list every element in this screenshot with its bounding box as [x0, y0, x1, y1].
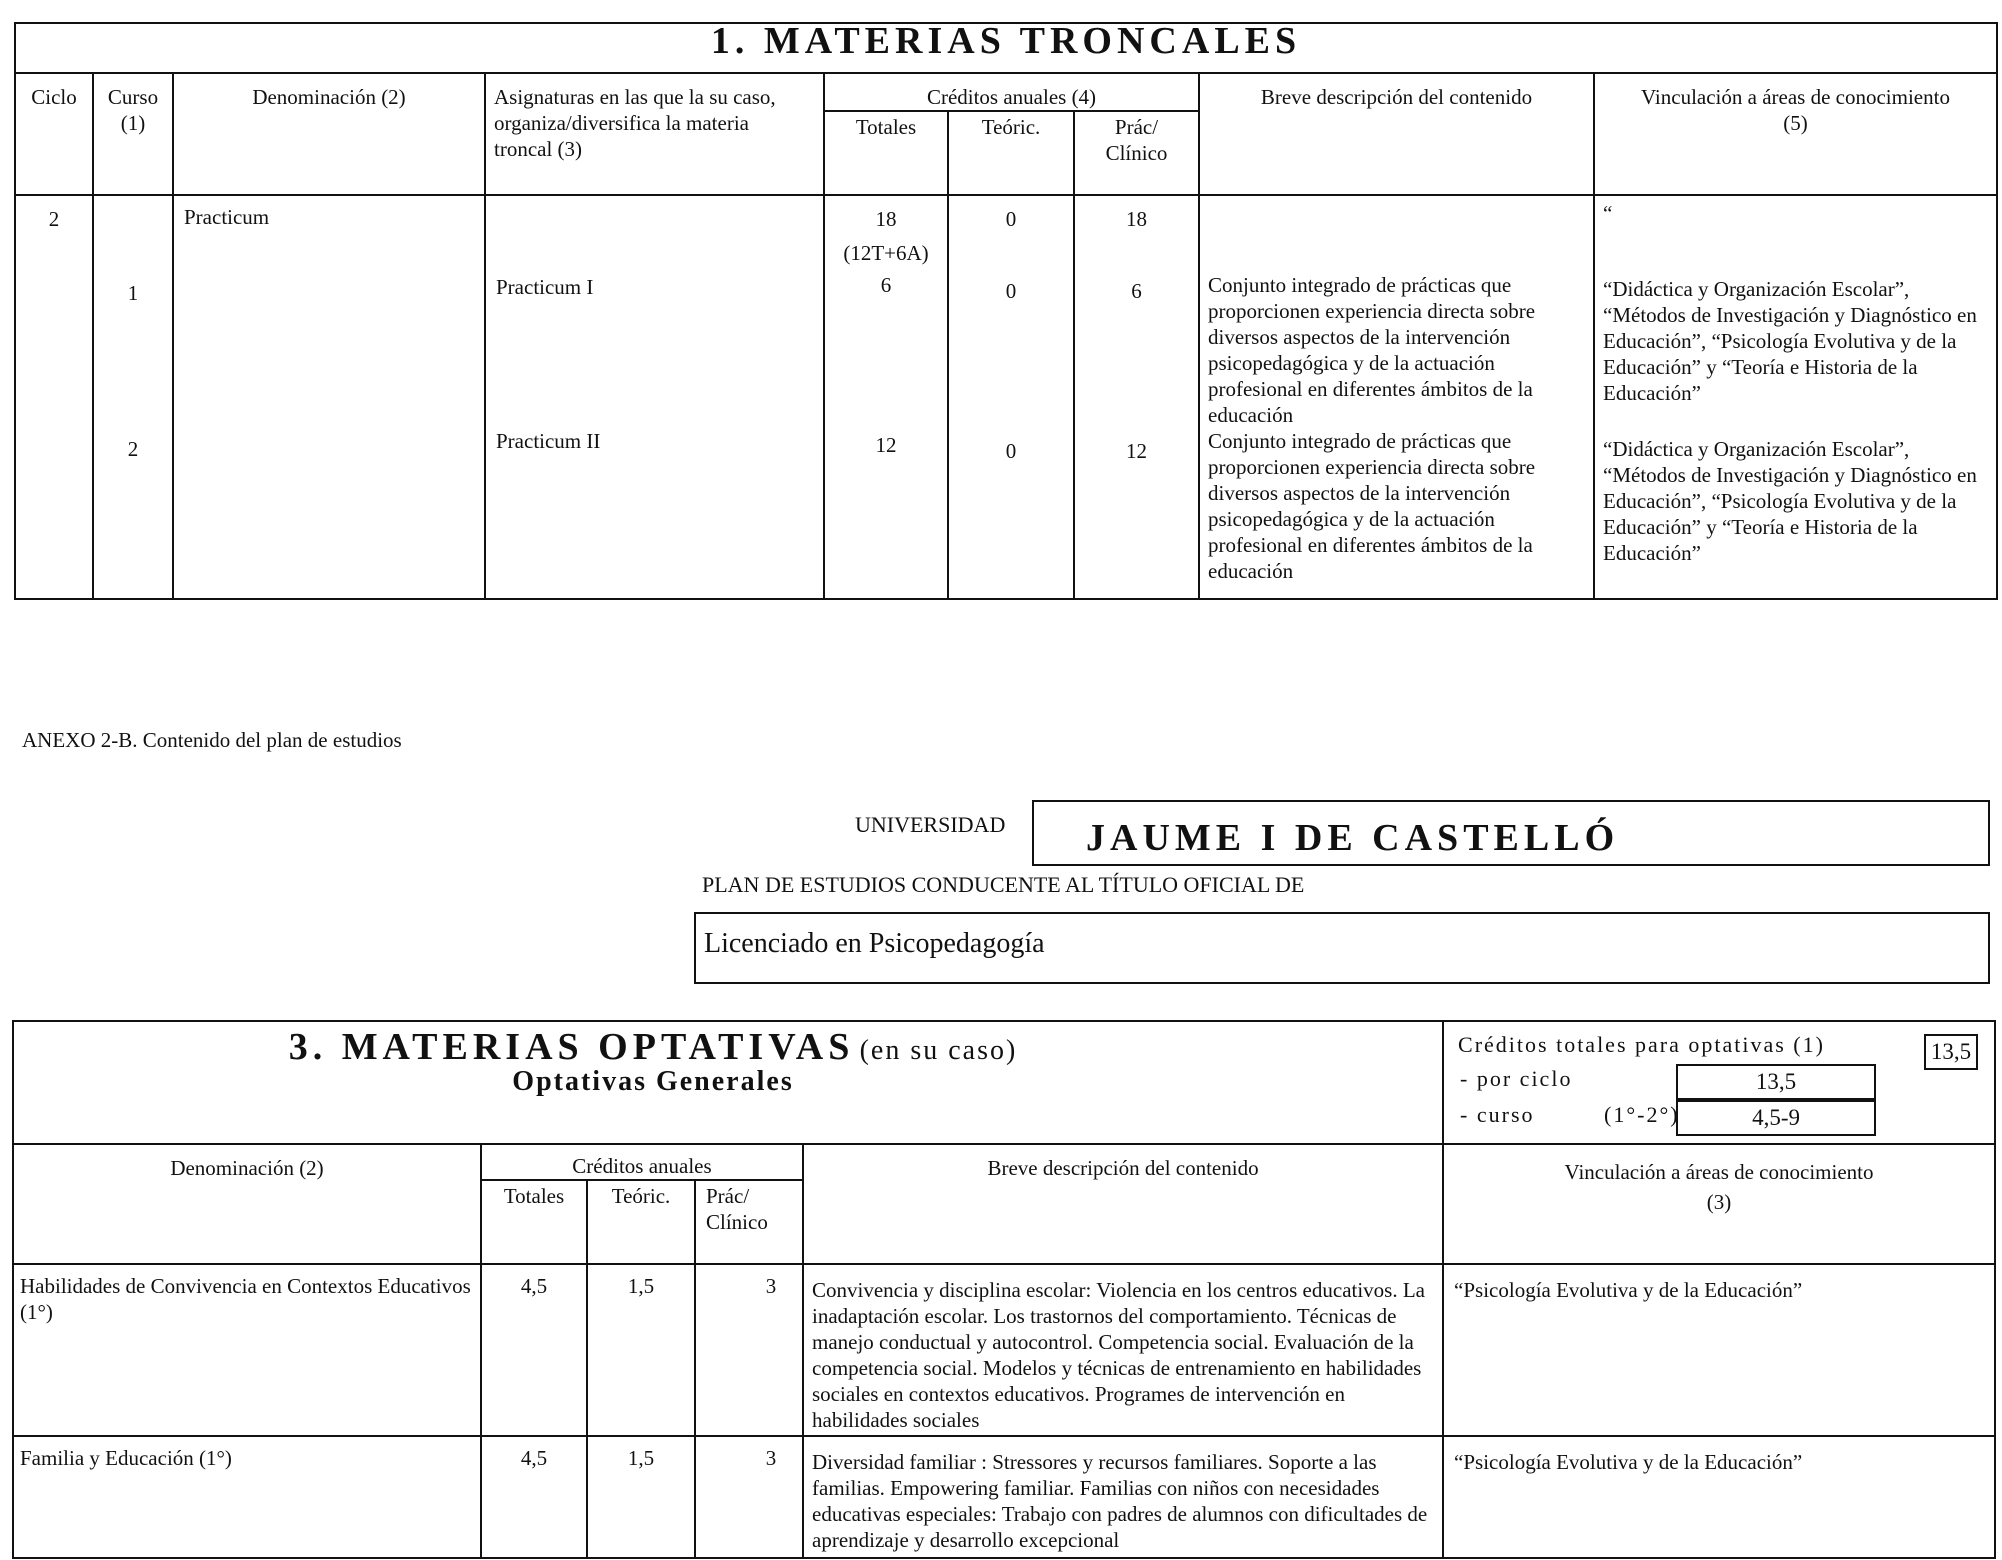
curso-value: 4,5-9: [1676, 1100, 1876, 1136]
opt-header-breve: Breve descripción del contenido: [803, 1144, 1443, 1264]
optativas-title: 3. MATERIAS OPTATIVAS: [288, 1026, 855, 1068]
section-title: 1. MATERIAS TRONCALES: [15, 23, 1997, 73]
curso-label: - curso: [1460, 1102, 1535, 1127]
opt-row-teoric: 1,5: [587, 1264, 695, 1436]
header-creditos: Créditos anuales (4): [824, 73, 1199, 111]
opt-row-vinculacion: “Psicología Evolutiva y de la Educación”: [1443, 1436, 1995, 1558]
creditos-totales-label: Créditos totales para optativas (1): [1458, 1032, 1825, 1057]
curso-range: (1°-2°): [1604, 1102, 1680, 1127]
opt-row-totales: 4,5: [481, 1436, 587, 1558]
table-row: [13, 1264, 1995, 1436]
university-name: JAUME I DE CASTELLÓ: [1086, 817, 1620, 859]
optativas-title-suffix: (en su caso): [859, 1035, 1018, 1066]
opt-header-vinculacion: Vinculación a áreas de conocimiento (3): [1443, 1144, 1995, 1264]
header-breve: Breve descripción del contenido: [1199, 73, 1594, 195]
opt-row-prac: 3: [695, 1436, 803, 1558]
header-totales: Totales: [824, 111, 948, 195]
optativas-title-cell: [13, 1021, 1443, 1144]
opt-row-totales: 4,5: [481, 1264, 587, 1436]
cell-ciclo: 2: [15, 195, 93, 599]
university-label: UNIVERSIDAD: [855, 812, 1006, 837]
header-prac: Prác/ Clínico: [1074, 111, 1199, 195]
university-box: [1032, 800, 1990, 866]
cell-asignatura: Practicum I Practicum II: [485, 195, 824, 599]
opt-row-vinculacion: “Psicología Evolutiva y de la Educación”: [1443, 1264, 1995, 1436]
degree-box: [694, 912, 1990, 984]
creditos-totales-cell: [1443, 1021, 1995, 1144]
por-ciclo-value: 13,5: [1676, 1064, 1876, 1100]
cell-curso: 1 2: [93, 195, 173, 599]
cell-descripcion: Conjunto integrado de prácticas que proporcionen experiencia directa sobre diversos aspectos de la intervención psicopedagógica y de la actuación profesional en diferentes ámbitos de la educación Conjunto integrado de prácticas que proporcionen experiencia directa sobre diversos aspectos de la intervención psicopedagógica y de la actuación profesional en diferentes ámbitos de la educación: [1199, 195, 1594, 599]
header-vinculacion: Vinculación a áreas de conocimiento (5): [1594, 73, 1997, 195]
opt-row-denominacion: Familia y Educación (1°): [13, 1436, 481, 1558]
cell-prac: 18 6 12: [1074, 195, 1199, 599]
header-curso: Curso (1): [93, 73, 173, 195]
optativas-table: [12, 1020, 1996, 1559]
cell-totales: 18 (12T+6A) 6 12: [824, 195, 948, 599]
opt-row-descripcion: Diversidad familiar : Stressores y recursos familiares. Soporte a las familias. Empowering familiar. Familias con niños con necesidades educativas especiales: Trabajo con padres de alumnos con dificultades de aprendizaje y desarrollo excepcional: [803, 1436, 1443, 1558]
header-denominacion: Denominación (2): [173, 73, 485, 195]
opt-header-prac: Prác/ Clínico: [695, 1180, 803, 1264]
por-ciclo-label: - por ciclo: [1460, 1066, 1573, 1091]
opt-header-denominacion: Denominación (2): [13, 1144, 481, 1264]
opt-header-teoric: Teóric.: [587, 1180, 695, 1264]
degree-name: Licenciado en Psicopedagogía: [704, 928, 1045, 959]
creditos-totales-value: 13,5: [1924, 1034, 1978, 1070]
header-teoric: Teóric.: [948, 111, 1074, 195]
optativas-subtitle: Optativas Generales: [512, 1066, 794, 1097]
table-row: [13, 1436, 1995, 1558]
opt-header-totales: Totales: [481, 1180, 587, 1264]
opt-row-teoric: 1,5: [587, 1436, 695, 1558]
plan-label: PLAN DE ESTUDIOS CONDUCENTE AL TÍTULO OFICIAL DE: [702, 872, 1305, 897]
header-ciclo: Ciclo: [15, 73, 93, 195]
opt-row-descripcion: Convivencia y disciplina escolar: Violencia en los centros educativos. La inadaptación escolar. Los trastornos del comportamiento. Técnicas de manejo conductual y autocontrol. Competencia social. Evaluación de la competencia social. Modelos y técnicas de entrenamiento en habilidades sociales en contextos educativos. Programes de intervención en habilidades sociales: [803, 1264, 1443, 1436]
opt-header-creditos: Créditos anuales: [481, 1144, 803, 1180]
opt-row-denominacion: Habilidades de Convivencia en Contextos Educativos (1°): [13, 1264, 481, 1436]
opt-row-prac: 3: [695, 1264, 803, 1436]
cell-denominacion: Practicum: [173, 195, 485, 599]
header-asignaturas: Asignaturas en las que la su caso, organiza/diversifica la materia troncal (3): [485, 73, 824, 195]
cell-vinculacion: “ “Didáctica y Organización Escolar”, “Métodos de Investigación y Diagnóstico en Educación”, “Psicología Evolutiva y de la Educación” y “Teoría e Historia de la Educación” “Didáctica y Organización Escolar”, “Métodos de Investigación y Diagnóstico en Educación”, “Psicología Evolutiva y de la Educación” y “Teoría e Historia de la Educación”: [1594, 195, 1997, 599]
annex-label: ANEXO 2-B. Contenido del plan de estudios: [22, 728, 402, 752]
cell-teoric: 0 0 0: [948, 195, 1074, 599]
troncales-table: [14, 22, 1998, 600]
